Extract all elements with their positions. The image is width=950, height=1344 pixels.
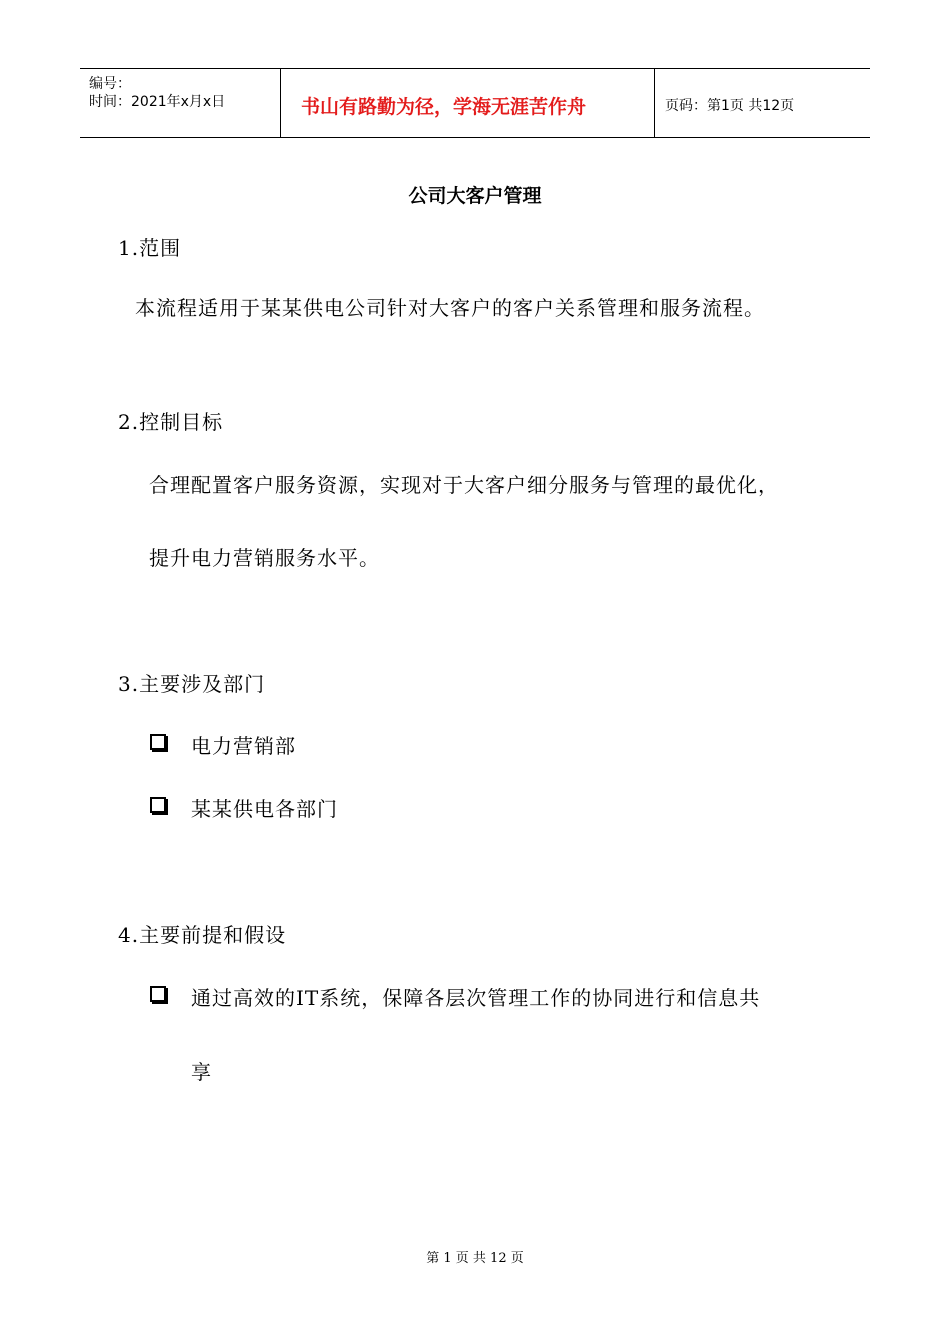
section-2-heading: 2.控制目标 [118, 410, 224, 434]
header-page-cell [655, 69, 870, 137]
header-table [80, 68, 870, 138]
section-4-heading: 4.主要前提和假设 [118, 923, 287, 947]
header-meta-cell [80, 69, 281, 137]
motto: 书山有路勤为径，学海无涯苦作舟 [301, 96, 587, 118]
date-label: 时间：2021年x月x日 [89, 94, 226, 110]
list-item: 电力营销部 [191, 734, 296, 758]
section-1-body: 本流程适用于某某供电公司针对大客户的客户关系管理和服务流程。 [135, 296, 765, 320]
header-motto-cell [281, 69, 655, 137]
section-2-line-1: 合理配置客户服务资源，实现对于大客户细分服务与管理的最优化， [149, 473, 779, 497]
page-footer: 第 1 页 共 12 页 [426, 1251, 524, 1266]
document-title: 公司大客户管理 [408, 185, 542, 207]
checkbox-icon [150, 734, 166, 750]
section-3-heading: 3.主要涉及部门 [118, 672, 266, 696]
section-2-line-2: 提升电力营销服务水平。 [149, 546, 380, 570]
list-item: 某某供电各部门 [191, 797, 338, 821]
section-4-item-line-2: 享 [191, 1060, 212, 1084]
section-4-item-line-1: 通过高效的IT系统，保障各层次管理工作的协同进行和信息共 [191, 986, 761, 1010]
checkbox-icon [150, 986, 166, 1002]
section-1-heading: 1.范围 [118, 236, 182, 260]
page-info: 页码：第1页 共12页 [665, 98, 795, 114]
number-label: 编号： [89, 76, 131, 92]
checkbox-icon [150, 797, 166, 813]
